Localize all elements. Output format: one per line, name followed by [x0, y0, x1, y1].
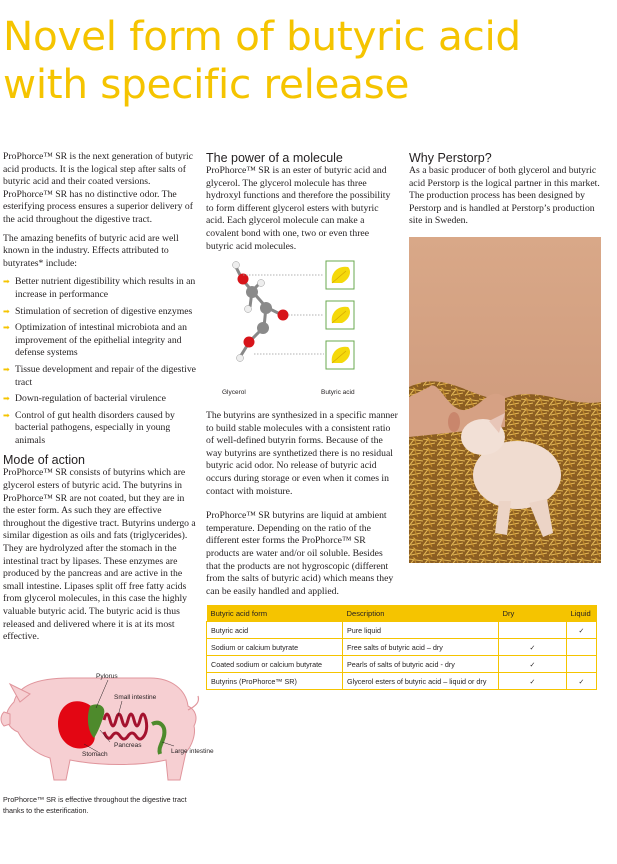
- column-header: Liquid: [567, 605, 597, 622]
- arrow-icon: ➡: [3, 394, 10, 404]
- cell-dry: ✓: [499, 673, 567, 690]
- arrow-icon: ➡: [3, 323, 10, 333]
- left-column: [3, 151, 196, 650]
- cell-description: Glycerol esters of butyric acid – liquid or dry: [343, 673, 499, 690]
- arrow-icon: ➡: [3, 410, 10, 420]
- cell-form: Sodium or calcium butyrate: [207, 639, 343, 656]
- mode-paragraph: ProPhorce™ SR consists of butyrins which are glycerol esters of butyric acid. The butyrins in ProPhorce™ SR are not coated, but they are in the ester form. As such they are effective throughout the digestive tract. Butyrins undergo a similar digestion as oils and fats (triglycerides). They are hydrolyzed after the stomach in the intestinal tract by lipases. These enzymes are produced by the pancreas and are active in the small intestine. Lipases split off free fatty acids from glycerol molecules, in this case the highly valuable butyric acid. The butyric acid is thus released and delivered where it is at its most effective.: [3, 467, 196, 643]
- pig-snout: [1, 712, 10, 726]
- glycerol-label: Glycerol: [222, 389, 246, 396]
- cell-dry: ✓: [499, 639, 567, 656]
- page-title: Novel form of butyric acid with specific release: [3, 12, 521, 108]
- mode-heading: Mode of action: [3, 453, 85, 468]
- middle-column-top: [206, 151, 398, 259]
- cell-liquid: ✓: [567, 673, 597, 690]
- large-intestine-label: Large intestine: [171, 748, 214, 755]
- pylorus-label: Pylorus: [96, 673, 118, 680]
- oxygen-atom: [244, 337, 255, 348]
- table-row: [207, 656, 597, 673]
- list-item: ➡ Control of gut health disorders caused by bacterial pathogens, especially in young animals: [3, 409, 175, 446]
- butyric-acid-icon: [326, 261, 354, 289]
- molecule-diagram: [206, 247, 398, 377]
- butyric-acid-label: Butyric acid: [321, 389, 355, 396]
- oxygen-atom: [278, 310, 289, 321]
- list-item: ➡ Tissue development and repair of the digestive tract: [3, 363, 196, 388]
- list-item: ➡ Optimization of intestinal microbiota and an improvement of the epithelial integrity and defense systems: [3, 322, 187, 359]
- figure-caption: ProPhorce™ SR is effective throughout the digestive tract thanks to the esterification.: [3, 795, 187, 815]
- table-row: [207, 639, 597, 656]
- solubility-paragraph: ProPhorce™ SR butyrins are liquid at ambient temperature. Depending on the ratio of the different ester forms the ProPhorce™ SR products are water and/or oil soluble. Besides that the products are not hygroscopic (different from the salts of butyric acid) which means they can be easily handled and applied.: [206, 510, 394, 597]
- cell-form: Butyrins (ProPhorce™ SR): [207, 673, 343, 690]
- cell-liquid: ✓: [567, 622, 597, 639]
- perstorp-heading: Why Perstorp?: [409, 151, 492, 165]
- column-header: Butyric acid form: [207, 605, 343, 622]
- teat: [448, 412, 460, 432]
- cell-liquid: [567, 656, 597, 673]
- list-item: ➡ Better nutrient digestibility which results in an increase in performance: [3, 276, 196, 300]
- molecule-heading: The power of a molecule: [206, 151, 343, 165]
- pig-diagram: [0, 662, 205, 790]
- hydrogen-atom: [245, 306, 252, 313]
- list-item: ➡ Down-regulation of bacterial virulence: [3, 393, 166, 405]
- benefits-intro: The amazing benefits of butyric acid are well known in the industry. Effects attributed to butyrates* include:: [3, 232, 179, 269]
- pancreas-label: Pancreas: [114, 742, 142, 749]
- small-intestine-label: Small intestine: [114, 694, 157, 701]
- molecule-paragraph: ProPhorce™ SR is an ester of butyric acid and glycerol. The glycerol molecule has three hydroxyl functions and therefore the possibility to form different glycerol esters with butyric acid. Each glycerol molecule can make a covalent bond with one, two or even three butyric acid molecules.: [206, 165, 391, 252]
- hydrogen-atom: [258, 280, 265, 287]
- cell-form: Coated sodium or calcium butyrate: [207, 656, 343, 673]
- carbon-atom: [260, 302, 272, 314]
- carbon-atom: [257, 322, 269, 334]
- cell-dry: [499, 622, 567, 639]
- table-row: [207, 622, 597, 639]
- cell-form: Butyric acid: [207, 622, 343, 639]
- middle-column-bottom: [206, 410, 398, 604]
- list-item: ➡ Stimulation of secretion of digestive enzymes: [3, 305, 193, 317]
- cell-description: Free salts of butyric acid – dry: [343, 639, 499, 656]
- hydrogen-atom: [237, 355, 244, 362]
- butyrins-paragraph: The butyrins are synthesized in a specific manner to build stable molecules with a consistent ratio of well-defined butyrin forms. Because of the way butyrins are synthetized there is no residual butyric acid odor. No release of butyric acid occurs during storage or even when it comes in contact with moisture.: [206, 410, 398, 497]
- cell-dry: ✓: [499, 656, 567, 673]
- table-row: [207, 673, 597, 690]
- butyric-acid-forms-table: [206, 605, 597, 690]
- cell-description: Pearls of salts of butyric acid - dry: [343, 656, 499, 673]
- piglet-photo: [409, 237, 601, 563]
- benefits-list: [3, 276, 196, 447]
- pig-body: [6, 678, 196, 780]
- hydrogen-atom: [233, 262, 240, 269]
- carbon-atom: [246, 286, 258, 298]
- butyric-acid-icon: [326, 341, 354, 369]
- cell-liquid: [567, 639, 597, 656]
- column-header: Dry: [499, 605, 567, 622]
- arrow-icon: ➡: [3, 277, 10, 287]
- arrow-icon: ➡: [3, 306, 10, 316]
- stomach-label: Stomach: [82, 751, 108, 758]
- butyric-acid-icon: [326, 301, 354, 329]
- perstorp-paragraph: As a basic producer of both glycerol and butyric acid Perstorp is the logical partner in this market. The production process has been designed by Perstorp and is handled at Perstorp’s production site in Sweden.: [409, 165, 600, 227]
- right-column: [409, 151, 601, 234]
- intro-paragraph: ProPhorce™ SR is the next generation of butyric acid products. It is the logical step after salts of butyric acid and their coated versions. ProPhorce™ SR has no distinctive odor. The esterifying process ensures a superior delivery of the acid throughout the digestive tract.: [3, 151, 194, 225]
- arrow-icon: ➡: [3, 364, 10, 374]
- column-header: Description: [343, 605, 499, 622]
- cell-description: Pure liquid: [343, 622, 499, 639]
- table-header-row: [207, 605, 597, 622]
